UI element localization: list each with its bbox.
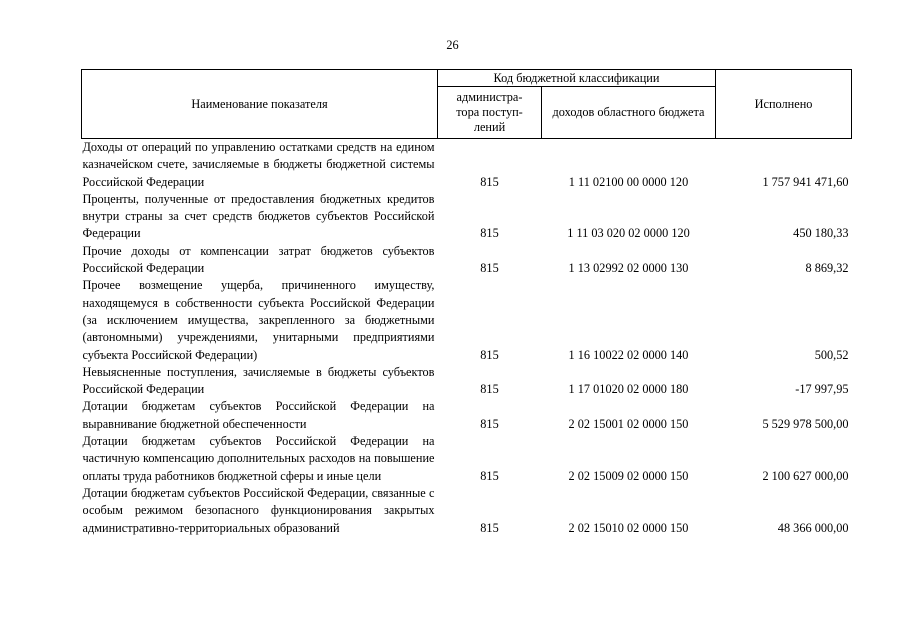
row-budget-code: 1 16 10022 02 0000 140 (568, 347, 689, 362)
table-header (82, 70, 852, 139)
row-indicator-name: Дотации бюджетам субъектов Российской Федерации на выравнивание бюджетной обеспеченности (82, 399, 435, 431)
row-executed-amount: 500,52 (814, 347, 849, 362)
table-row (82, 243, 852, 278)
row-executed-amount: 5 529 978 500,00 (762, 416, 849, 431)
row-administrator-code: 815 (480, 261, 499, 276)
table-row (82, 398, 852, 433)
row-indicator-name: Невыясненные поступления, зачисляемые в бюджеты субъектов Российской Федерации (82, 364, 435, 397)
row-executed-amount: 8 869,32 (805, 261, 849, 276)
row-executed-amount: 450 180,33 (793, 226, 849, 241)
row-executed-amount: -17 997,95 (795, 382, 849, 397)
row-indicator-name: Доходы от операций по управлению остатками средств на едином казначейском счете, зачисляемые в бюджеты бюджетной системы Российской Федерации (82, 140, 435, 189)
page-number: 26 (446, 38, 459, 52)
row-indicator-name: Проценты, полученные от предоставления бюджетных кредитов внутри страны за счет средств бюджетов субъектов Российской Федерации (82, 191, 435, 241)
row-budget-code: 1 11 02100 00 0000 120 (568, 174, 689, 189)
row-administrator-code: 815 (480, 416, 499, 431)
row-indicator-name: Дотации бюджетам субъектов Российской Федерации на частичную компенсацию дополнительных расходов на повышение оплаты труда работников бюджетной сферы и иные цели (82, 434, 435, 483)
table-row (82, 139, 852, 191)
header-indicator-name: Наименование показателя (82, 70, 438, 139)
row-budget-code: 1 11 03 020 02 0000 120 (567, 226, 690, 241)
row-budget-code: 2 02 15001 02 0000 150 (568, 416, 689, 431)
table-row (82, 277, 852, 363)
row-administrator-code: 815 (480, 226, 499, 241)
row-indicator-name: Прочее возмещение ущерба, причиненного имуществу, находящемуся в собственности субъекта Российской Федерации (за исключением имущества, закрепленного за бюджетными (автономными) учреждениями, унитарными предприятиями субъекта Российской Федерации) (82, 278, 435, 362)
header-budget-classification-code: Код бюджетной классификации (438, 70, 716, 87)
row-executed-amount: 1 757 941 471,60 (762, 174, 849, 189)
row-budget-code: 1 17 01020 02 0000 180 (568, 382, 689, 397)
header-executed: Исполнено (716, 70, 852, 139)
row-indicator-name: Прочие доходы от компенсации затрат бюджетов субъектов Российской Федерации (82, 243, 435, 276)
row-budget-code: 2 02 15010 02 0000 150 (568, 520, 689, 535)
table-row (82, 485, 852, 537)
row-administrator-code: 815 (480, 520, 499, 535)
row-indicator-name: Дотации бюджетам субъектов Российской Федерации, связанные с особым режимом безопасного функционирования закрытых административно-территориальных образований (82, 485, 435, 535)
row-executed-amount: 2 100 627 000,00 (762, 468, 849, 483)
row-administrator-code: 815 (480, 174, 499, 189)
table-body (82, 139, 852, 537)
header-revenue-administrator: администра- тора поступ- лений (438, 87, 542, 139)
row-administrator-code: 815 (480, 468, 499, 483)
budget-revenue-table (81, 69, 852, 537)
row-budget-code: 1 13 02992 02 0000 130 (568, 261, 689, 276)
table-row (82, 364, 852, 399)
table-row (82, 433, 852, 485)
row-administrator-code: 815 (480, 347, 499, 362)
table-row (82, 191, 852, 243)
row-administrator-code: 815 (480, 382, 499, 397)
header-regional-budget-revenue: доходов областного бюджета (542, 87, 716, 139)
row-budget-code: 2 02 15009 02 0000 150 (568, 468, 689, 483)
row-executed-amount: 48 366 000,00 (777, 520, 849, 535)
